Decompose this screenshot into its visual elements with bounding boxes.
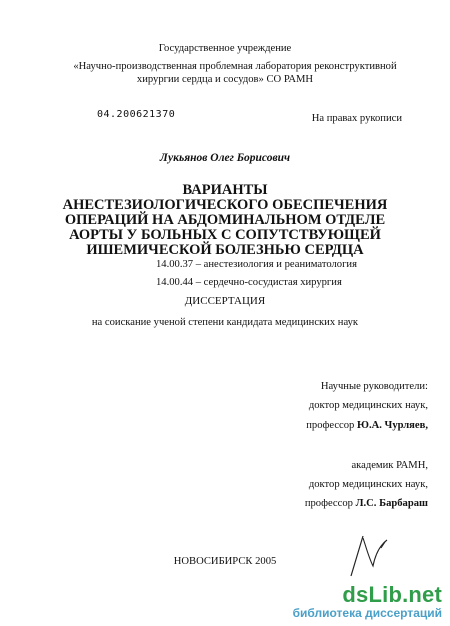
supervisors-heading: Научные руководители: xyxy=(320,381,428,392)
title-line: АОРТЫ У БОЛЬНЫХ С СОПУТСТВУЮЩЕЙ xyxy=(69,227,381,243)
supervisor-2-name-line xyxy=(228,497,428,510)
title-line: ВАРИАНТЫ xyxy=(182,182,268,198)
document-type: ДИССЕРТАЦИЯ xyxy=(184,295,266,307)
supervisor-2-name: Л.С. Барбараш xyxy=(355,498,428,509)
supervisor-1-title: профессор xyxy=(306,420,358,431)
supervisor-1-name: Ю.А. Чурляев, xyxy=(357,420,428,431)
institution-name: Государственное учреждение xyxy=(158,43,292,54)
title-line: ОПЕРАЦИЙ НА АБДОМИНАЛЬНОМ ОТДЕЛЕ xyxy=(64,212,386,228)
supervisor-2-academic-title: академик РАМН, xyxy=(351,460,428,471)
supervisor-1-name-line xyxy=(228,419,428,432)
title-line: ИШЕМИЧЕСКОЙ БОЛЕЗНЬЮ СЕРДЦА xyxy=(86,242,364,258)
specialty-2: 14.00.44 – сердечно-сосудистая хирургия xyxy=(156,277,342,288)
supervisor-2-title: профессор xyxy=(304,498,356,509)
specialty-1: 14.00.37 – анестезиология и реаниматология xyxy=(156,259,357,270)
stamp-code: 04.200621370 xyxy=(97,109,176,120)
watermark xyxy=(293,582,442,620)
supervisor-2-degree: доктор медицинских наук, xyxy=(308,479,428,490)
watermark-subtitle: библиотека диссертаций xyxy=(292,606,442,620)
laboratory-name-line-1: «Научно-производственная проблемная лаборатория реконструктивной xyxy=(73,61,397,72)
degree-statement: на соискание ученой степени кандидата медицинских наук xyxy=(91,317,359,328)
author-name: Лукьянов Олег Борисович xyxy=(159,152,291,164)
supervisor-1-degree: доктор медицинских наук, xyxy=(308,400,428,411)
title-line: АНЕСТЕЗИОЛОГИЧЕСКОГО ОБЕСПЕЧЕНИЯ xyxy=(62,197,388,213)
dissertation-title xyxy=(0,183,450,258)
city-year: НОВОСИБИРСК 2005 xyxy=(173,556,277,567)
laboratory-name-line-2: хирургии сердца и сосудов» СО РАМН xyxy=(136,74,314,85)
watermark-logo: dsLib.net xyxy=(342,582,442,607)
rights-note: На правах рукописи xyxy=(311,113,402,124)
signature-mark xyxy=(345,528,405,578)
